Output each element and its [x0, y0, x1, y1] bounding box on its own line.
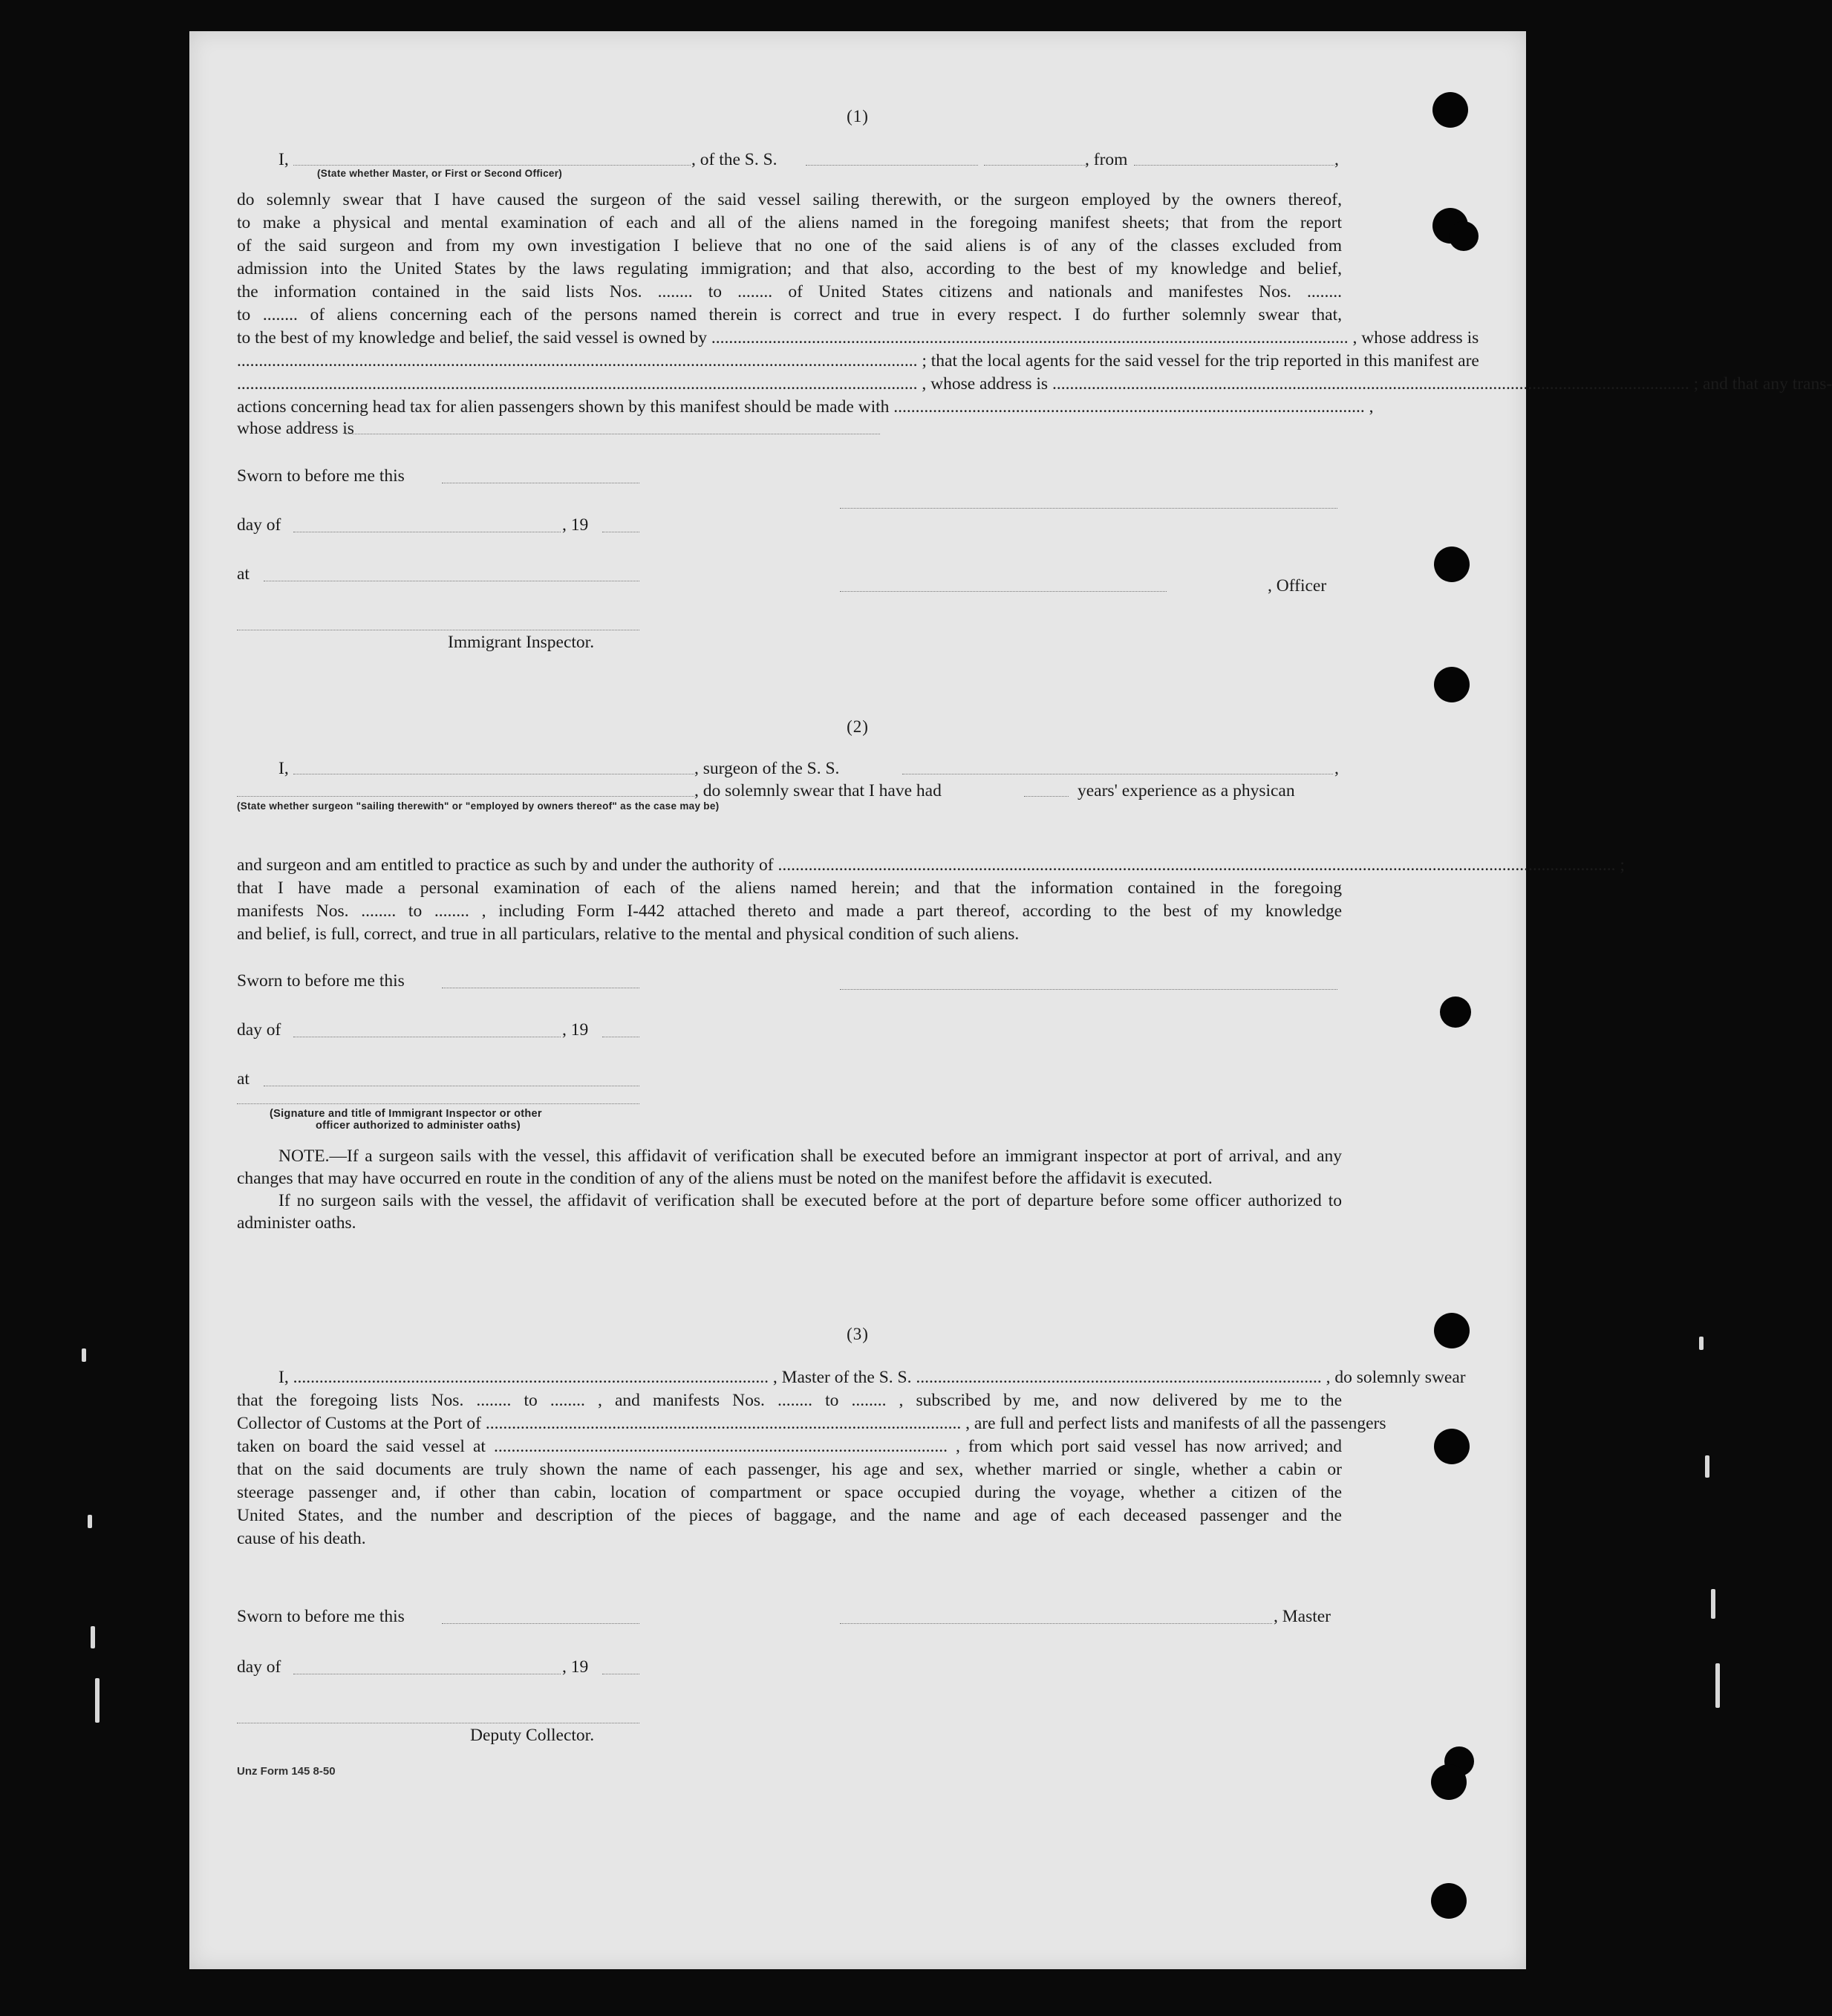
body-line: admission into the United States by the laws regulating immigration; and that also, according to the best of my knowledge and belief, — [237, 259, 1342, 278]
ship-name-line-2[interactable] — [984, 165, 1088, 166]
body-line: ............................................................................................................................................................ ; that the local agents for the said vessel for the trip reported in this manifest are — [237, 351, 1479, 371]
film-mark — [1715, 1663, 1720, 1708]
note-paragraph-2: If no surgeon sails with the vessel, the affidavit of verification shall be executed before at the port of departure before some officer authorized to administer oaths. — [237, 1191, 1342, 1233]
binder-hole — [1434, 547, 1470, 582]
surgeon-type-line[interactable] — [237, 796, 694, 797]
at-label: at — [237, 1069, 250, 1089]
body-line: I, ............................................................................................................. , Master of the S. S. ............................................................................................. , do solemnly swear — [278, 1368, 1466, 1387]
of-ss-label: , of the S. S. — [691, 150, 778, 169]
body-line: to make a physical and mental examination of each and all of the aliens named in the foregoing manifest sheets; that from the report — [237, 213, 1342, 232]
year-label: , 19 — [562, 1020, 589, 1040]
master-signature-line[interactable] — [840, 1623, 1272, 1624]
day-of-label: day of — [237, 1020, 281, 1040]
film-mark — [88, 1515, 92, 1528]
form-sheet — [189, 31, 1832, 1969]
signature-note-2: officer authorized to administer oaths) — [316, 1120, 521, 1132]
film-mark — [95, 1678, 100, 1723]
deputy-label: Deputy Collector. — [470, 1726, 595, 1745]
binder-hole — [1434, 1429, 1470, 1464]
master-label: , Master — [1274, 1607, 1331, 1626]
body-line: and belief, is full, correct, and true in all particulars, relative to the mental and physical condition of such aliens. — [237, 924, 1020, 944]
year-label: , 19 — [562, 1657, 589, 1677]
surgeon-note: (State whether surgeon "sailing therewith" or "employed by owners thereof" as the case may be) — [237, 800, 720, 812]
signature-line[interactable] — [840, 508, 1337, 509]
officer-signature-line[interactable] — [840, 591, 1167, 592]
officer-label: , Officer — [1268, 576, 1327, 596]
body-line: and surgeon and am entitled to practice as such by and under the authority of ................................................................................................................................................................................................ ; — [237, 855, 1625, 875]
inspector-signature-line[interactable] — [237, 1103, 639, 1104]
section-2-number: (2) — [847, 717, 869, 736]
whose-address-label: whose address is — [237, 419, 354, 438]
inspector-label: Immigrant Inspector. — [448, 633, 595, 652]
section-1-body — [237, 189, 1832, 419]
section-1-number: (1) — [847, 107, 869, 125]
body-line: taken on board the said vessel at ........................................................................................................ , from which port said vessel has now arrived; and — [237, 1437, 1342, 1456]
form-number: Unz Form 145 8-50 — [237, 1765, 336, 1778]
section-3-number: (3) — [847, 1325, 869, 1343]
body-line: do solemnly swear that I have caused the surgeon of the said vessel sailing therewith, or the surgeon employed by the owners thereof, — [237, 190, 1342, 209]
surgeon-of-label: , surgeon of the S. S. — [694, 759, 840, 778]
body-line: manifests Nos. ........ to ........ , including Form I-442 attached thereto and made a part thereof, according to the best of my knowledge — [237, 901, 1342, 921]
day-of-label: day of — [237, 515, 281, 535]
binder-hole — [1440, 996, 1471, 1028]
note-block — [237, 1145, 1342, 1234]
from-label: , from — [1085, 150, 1128, 169]
from-port-line[interactable] — [1134, 165, 1334, 166]
body-line: to ........ of aliens concerning each of the persons named therein is correct and true in every respect. I do further solemnly swear that, — [237, 305, 1342, 324]
binder-hole — [1431, 1764, 1467, 1800]
body-line: ............................................................................................................................................................ , whose address is .................................................................................................................................................. ; and that any trans- — [237, 374, 1832, 394]
sworn-label: Sworn to before me this — [237, 971, 405, 991]
day-of-label: day of — [237, 1657, 281, 1677]
signature-note-1: (Signature and title of Immigrant Inspector or other — [270, 1108, 542, 1120]
officer-name-line[interactable] — [293, 165, 691, 166]
sworn-label: Sworn to before me this — [237, 466, 405, 486]
body-line: United States, and the number and description of the pieces of baggage, and the name and age of each deceased passenger and the — [237, 1506, 1342, 1525]
sworn-line[interactable] — [442, 1623, 639, 1624]
section-2-I: I, — [278, 759, 289, 778]
body-line: that on the said documents are truly shown the name of each passenger, his age and sex, whether married or single, whether a cabin or — [237, 1460, 1342, 1479]
comma: , — [1334, 150, 1339, 169]
body-line: that the foregoing lists Nos. ........ to ........ , and manifests Nos. ........ to ........ , subscribed by me, and now delivered by me to the — [237, 1391, 1342, 1410]
section-1-I: I, — [278, 150, 289, 169]
section-2-body — [237, 854, 1625, 946]
film-mark — [1711, 1589, 1715, 1619]
body-line: Collector of Customs at the Port of ............................................................................................................. , are full and perfect lists and manifests of all the passengers — [237, 1414, 1386, 1433]
body-line: actions concerning head tax for alien passengers shown by this manifest should be made with ............................................................................................................ , — [237, 397, 1374, 417]
ship-name-line[interactable] — [806, 165, 978, 166]
binder-hole — [1434, 667, 1470, 702]
note-paragraph-1: NOTE.—If a surgeon sails with the vessel, this affidavit of verification shall be executed before an immigrant inspector at port of arrival, and any changes that may have occurred en route in the condition of any of the aliens must be noted on the manifest before the affidavit is executed. — [237, 1146, 1342, 1188]
film-mark — [82, 1348, 86, 1362]
film-mark — [1699, 1337, 1704, 1350]
body-line: to the best of my knowledge and belief, the said vessel is owned by .................................................................................................................................................. , whose address is — [237, 328, 1479, 348]
body-line: cause of his death. — [237, 1529, 366, 1548]
comma: , — [1334, 759, 1339, 778]
master-note: (State whether Master, or First or Second Officer) — [317, 168, 563, 179]
binder-hole — [1449, 221, 1479, 251]
section-3-body — [237, 1366, 1466, 1550]
years-label: years' experience as a physican — [1078, 781, 1295, 800]
film-mark — [91, 1626, 95, 1648]
body-line: that I have made a personal examination of each of the aliens named herein; and that the information contained in the foregoing — [237, 878, 1342, 898]
sworn-label: Sworn to before me this — [237, 1607, 405, 1626]
year-label: , 19 — [562, 515, 589, 535]
do-swear-label: , do solemnly swear that I have had — [694, 781, 942, 800]
film-mark — [1705, 1455, 1709, 1478]
years-line[interactable] — [1024, 796, 1069, 797]
body-line: of the said surgeon and from my own investigation I believe that no one of the said aliens is of any of the classes excluded from — [237, 236, 1342, 255]
body-line: steerage passenger and, if other than cabin, location of compartment or space occupied during the voyage, whether a citizen of the — [237, 1483, 1342, 1502]
binder-hole — [1431, 1883, 1467, 1919]
body-line: the information contained in the said lists Nos. ........ to ........ of United States citizens and nationals and manifestes Nos. ........ — [237, 282, 1342, 301]
surgeon-signature-line[interactable] — [840, 989, 1337, 990]
at-label: at — [237, 564, 250, 584]
